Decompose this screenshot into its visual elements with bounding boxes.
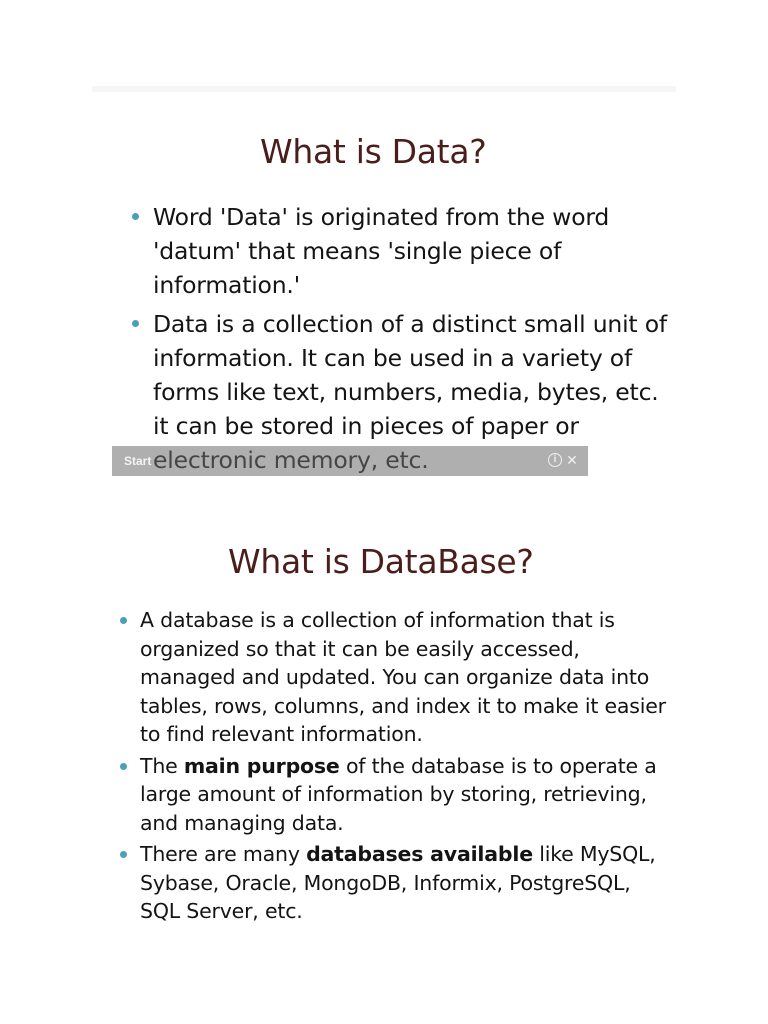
bullet-dot-icon — [120, 851, 127, 858]
ad-label[interactable]: Start — [124, 454, 152, 468]
slide-title: What is DataBase? — [228, 542, 534, 581]
bullet-text-before: The — [140, 753, 184, 778]
bullet-dot-icon — [120, 617, 127, 624]
bullet-text: Word 'Data' is originated from the word 'datum' that means 'single piece of information.' — [153, 203, 610, 299]
bullet-list — [92, 200, 676, 477]
bullet-text-bold: databases available — [306, 842, 533, 866]
page-top-edge — [92, 86, 676, 92]
bullet-text-after: of the database is to operate a large amount of information by storing, retrieving, and managing data. — [140, 753, 657, 835]
bullet-text-bold: main purpose — [183, 753, 340, 778]
bullet-dot-icon — [132, 213, 139, 220]
bullet-dot-icon — [120, 763, 127, 770]
bullet-text: Data is a collection of a distinct small unit of information. It can be used in a variety of forms like text, numbers, media, bytes, etc. it can be stored in pieces of paper or — [153, 310, 667, 440]
bullet-item — [132, 200, 676, 302]
info-icon[interactable]: i — [548, 453, 562, 467]
slide-title: What is Data? — [260, 132, 487, 171]
bullet-item — [120, 840, 676, 926]
bullet-text-after: like MySQL, Sybase, Oracle, MongoDB, Informix, PostgreSQL, SQL Server, etc. — [140, 842, 656, 923]
bullet-list — [92, 606, 676, 926]
bullet-text: A database is a collection of information that is organized so that it can be easily accessed, managed and updated. You can organize data into tables, rows, columns, and index it to make it easier to find relevant information. — [140, 608, 666, 746]
slide-what-is-data — [92, 130, 676, 482]
close-icon[interactable]: ✕ — [566, 452, 578, 468]
ad-overlay-banner[interactable] — [112, 446, 588, 476]
slide-what-is-database — [92, 540, 676, 929]
bullet-item — [120, 606, 676, 749]
bullet-text-before: There are many — [140, 842, 307, 866]
bullet-item — [120, 752, 676, 838]
bullet-dot-icon — [132, 320, 139, 327]
